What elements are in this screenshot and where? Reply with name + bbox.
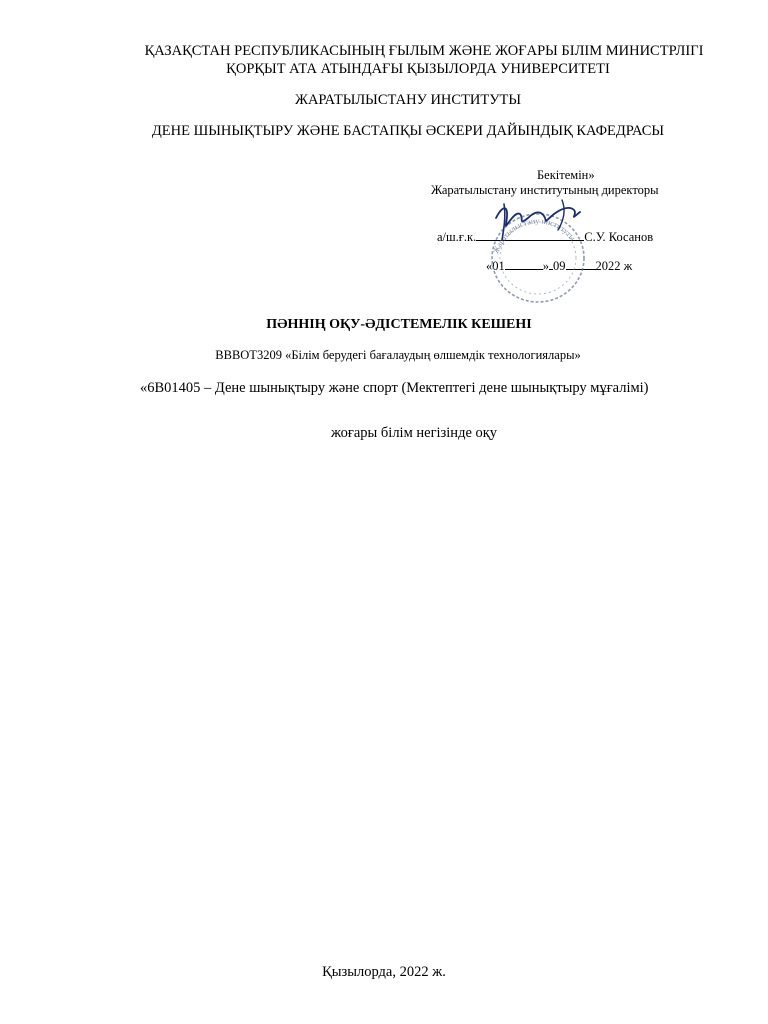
institute-name: ЖАРАТЫЛЫСТАНУ ИНСТИТУТЫ bbox=[294, 92, 522, 108]
date-day: «01 bbox=[486, 259, 505, 273]
director-name: С.У. Косанов bbox=[584, 230, 654, 244]
city-year: Қызылорда, 2022 ж. bbox=[322, 964, 446, 980]
education-basis: жоғары білім негізінде оқу bbox=[331, 425, 498, 441]
document-title: ПӘННІҢ ОҚУ-ӘДІСТЕМЕЛІК КЕШЕНІ bbox=[266, 317, 532, 332]
university-name: ҚОРҚЫТ АТА АТЫНДАҒЫ ҚЫЗЫЛОРДА УНИВЕРСИТЕТІ bbox=[226, 61, 610, 77]
degree-prefix: а/ш.ғ.к. bbox=[437, 230, 477, 244]
approve-label: Бекітемін» bbox=[537, 168, 595, 182]
program-name: «6В01405 – Дене шынықтыру және спорт (Мектептегі дене шынықтыру мұғалімі) bbox=[140, 380, 649, 396]
stamp-text: Жаратылыстану институты bbox=[491, 216, 578, 255]
date-year: 2022 ж bbox=[595, 259, 633, 273]
course-name: BBBOT3209 «Білім берудегі бағалаудың өлшемдік технологиялары» bbox=[215, 348, 581, 362]
date-month: 09 bbox=[553, 259, 566, 273]
department-name: ДЕНЕ ШЫНЫҚТЫРУ ЖӘНЕ БАСТАПҚЫ ӘСКЕРИ ДАЙЫНДЫҚ КАФЕДРАСЫ bbox=[151, 123, 665, 139]
director-title: Жаратылыстану институтының директоры bbox=[431, 183, 659, 197]
institute-stamp bbox=[484, 196, 592, 308]
ministry-name: ҚАЗАҚСТАН РЕСПУБЛИКАСЫНЫҢ ҒЫЛЫМ ЖӘНЕ ЖОҒАРЫ БІЛІМ МИНИСТРЛІГІ bbox=[144, 43, 704, 59]
date-quote: » bbox=[542, 259, 549, 273]
